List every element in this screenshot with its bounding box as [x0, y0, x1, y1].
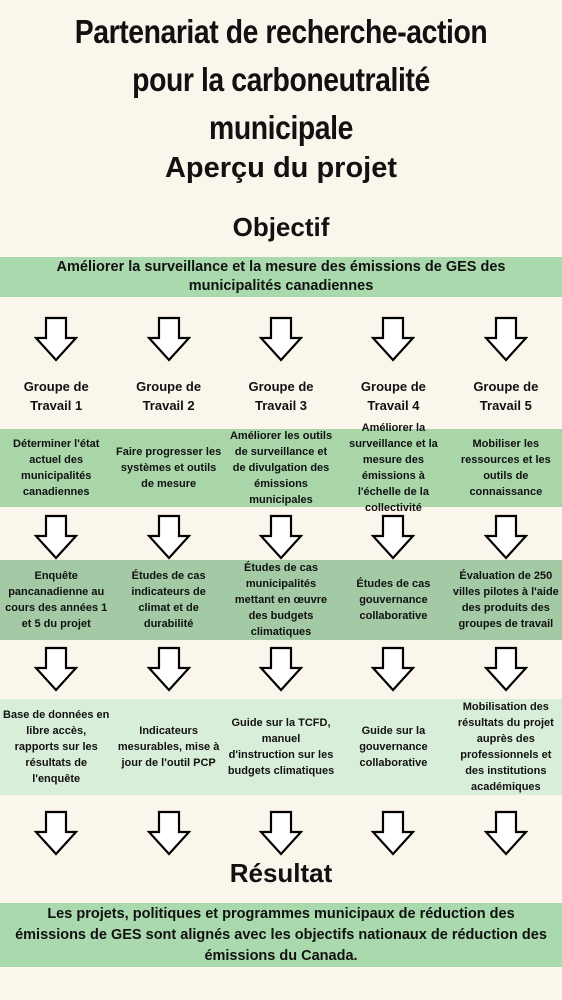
output-3: Guide sur la TCFD, manuel d'instruction sur les budgets climatiques	[227, 717, 335, 777]
down-arrow-icon	[484, 514, 528, 560]
down-arrow-icon	[484, 810, 528, 856]
goal-1: Déterminer l'état actuel des municipalités canadiennes	[13, 438, 100, 498]
group-label-2: Groupe de Travail 2	[136, 379, 202, 413]
down-arrow-icon	[34, 514, 78, 560]
group-label-3: Groupe de Travail 3	[248, 379, 314, 413]
page-title	[39, 8, 522, 152]
activity-2: Études de cas indicateurs de climat et de durabilité	[131, 570, 206, 630]
output-1: Base de données en libre accès, rapports sur les résultats de l'enquête	[3, 709, 110, 785]
arrow-row-3	[0, 646, 562, 692]
down-arrow-icon	[34, 646, 78, 692]
activity-3: Études de cas municipalités mettant en œuvre des budgets climatiques	[234, 562, 328, 638]
down-arrow-icon	[147, 316, 191, 362]
result-text: Les projets, politiques et programmes municipaux de réduction des émissions de GES sont alignés avec les objectifs nationaux de réduction des émissions du Canada.	[15, 905, 547, 964]
down-arrow-icon	[259, 514, 303, 560]
group-label-1: Groupe de Travail 1	[23, 379, 89, 413]
result-heading: Résultat	[229, 858, 333, 888]
objective-text: Améliorer la surveillance et la mesure des émissions de GES des municipalités canadiennes	[56, 259, 506, 294]
down-arrow-icon	[484, 646, 528, 692]
activity-4: Études de cas gouvernance collaborative	[356, 578, 431, 622]
title-line-1: Partenariat de recherche-action	[74, 13, 488, 50]
group-label-5: Groupe de Travail 5	[473, 379, 539, 413]
objective-band	[0, 257, 562, 297]
outputs-row	[0, 699, 562, 795]
goal-3: Améliorer les outils de surveillance et de divulgation des émissions municipales	[229, 430, 333, 506]
goal-4: Améliorer la surveillance et la mesure des émissions à l'échelle de la collectivité	[349, 422, 438, 514]
down-arrow-icon	[371, 316, 415, 362]
down-arrow-icon	[259, 316, 303, 362]
down-arrow-icon	[371, 646, 415, 692]
arrow-row-2	[0, 514, 562, 560]
title-line-2: pour la carboneutralité	[132, 61, 430, 98]
arrow-row-4	[0, 810, 562, 856]
down-arrow-icon	[34, 316, 78, 362]
group-label-4: Groupe de Travail 4	[360, 379, 426, 413]
activities-row	[0, 560, 562, 640]
goals-row	[0, 422, 562, 514]
down-arrow-icon	[371, 514, 415, 560]
down-arrow-icon	[147, 810, 191, 856]
down-arrow-icon	[34, 810, 78, 856]
activity-5: Évaluation de 250 villes pilotes à l'aide des produits des groupes de travail	[452, 570, 559, 630]
down-arrow-icon	[259, 646, 303, 692]
groups-row	[0, 374, 562, 418]
goal-5: Mobiliser les ressources et les outils de connaissance	[460, 438, 551, 498]
arrow-row-1	[0, 316, 562, 362]
output-2: Indicateurs mesurables, mise à jour de l'outil PCP	[117, 725, 220, 769]
output-5: Mobilisation des résultats du projet auprès des professionnels et des institutions académiques	[457, 701, 554, 793]
output-4: Guide sur la gouvernance collaborative	[359, 725, 428, 769]
down-arrow-icon	[147, 646, 191, 692]
page-subtitle: Aperçu du projet	[164, 152, 397, 184]
activity-1: Enquête pancanadienne au cours des années 1 et 5 du projet	[5, 570, 108, 630]
down-arrow-icon	[371, 810, 415, 856]
result-band	[0, 903, 562, 967]
goal-2: Faire progresser les systèmes et outils de mesure	[116, 446, 222, 490]
objective-heading: Objectif	[232, 212, 330, 242]
down-arrow-icon	[259, 810, 303, 856]
title-line-3: municipale	[209, 109, 353, 146]
down-arrow-icon	[484, 316, 528, 362]
down-arrow-icon	[147, 514, 191, 560]
